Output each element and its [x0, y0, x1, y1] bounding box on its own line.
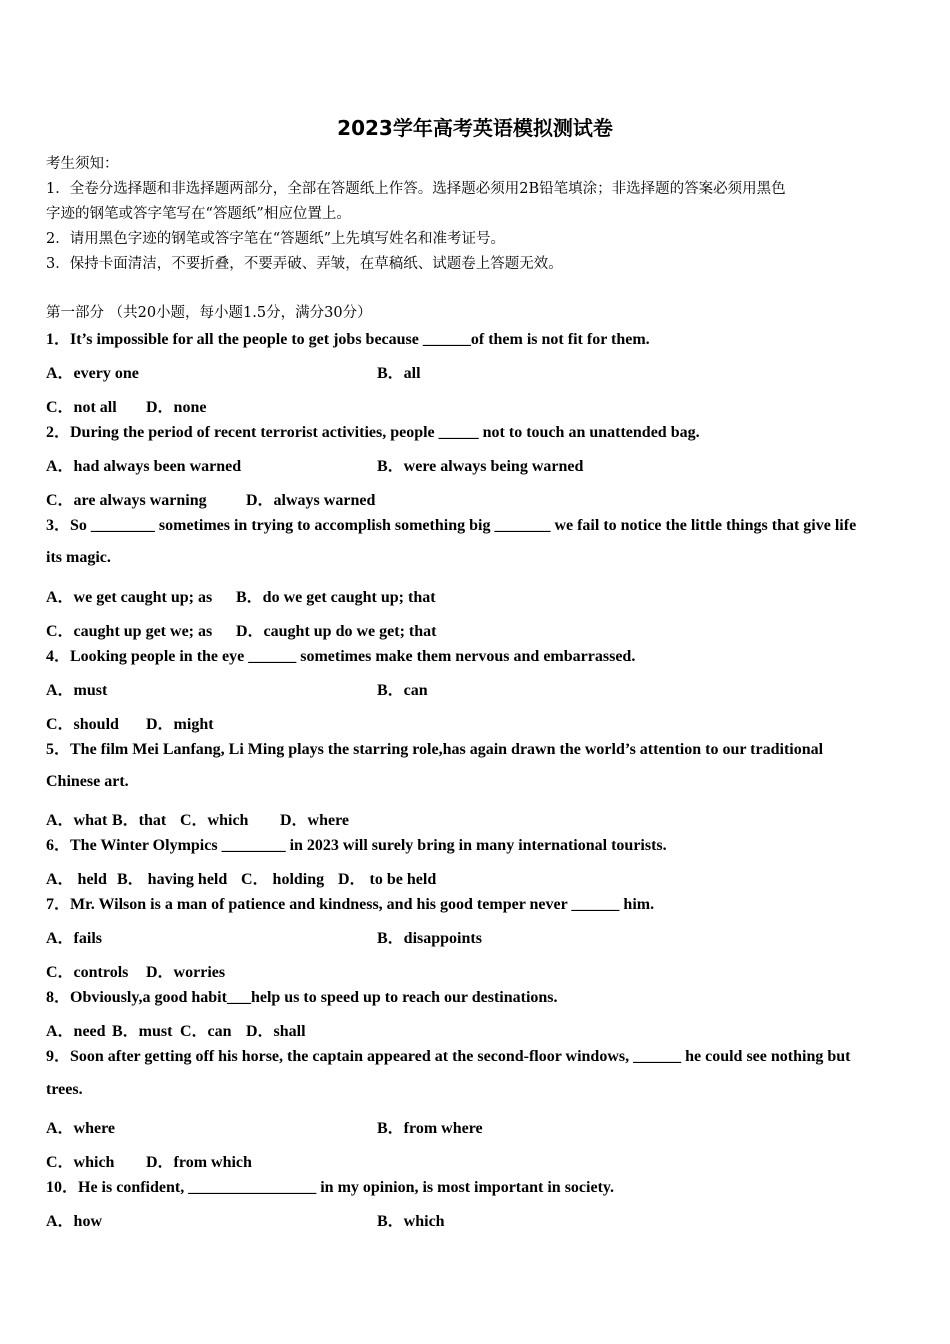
question-stem-continued: Chinese art.	[46, 773, 129, 790]
option-a: A．fails	[46, 930, 103, 947]
question-stem: 10．He is confident, ________________ in my opinion, is most important in society.	[46, 1179, 615, 1196]
question-stem: 9．Soon after getting off his horse, the captain appeared at the second-floor windows, ______ he could see nothing but	[46, 1048, 851, 1065]
option-d: D． to be held	[338, 871, 437, 888]
option-d: D．might	[146, 716, 214, 733]
question-stem-continued: its magic.	[46, 549, 111, 566]
option-d: D．always warned	[246, 492, 376, 509]
option-c: C．not all	[46, 399, 117, 416]
option-d: D．where	[280, 812, 350, 829]
section-heading: 第一部分 （共20小题，每小题1.5分，满分30分）	[46, 305, 372, 321]
option-d: D．caught up do we get; that	[236, 623, 437, 640]
option-d: D．worries	[146, 964, 226, 981]
option-a: A．we get caught up; as	[46, 589, 213, 606]
option-d: D．from which	[146, 1154, 252, 1171]
option-a: A．need	[46, 1023, 106, 1040]
option-b: B．from where	[377, 1120, 483, 1137]
option-b: B．do we get caught up; that	[236, 589, 436, 606]
option-d: D．shall	[246, 1023, 306, 1040]
option-a: A． held	[46, 871, 107, 888]
page-title: 2023学年高考英语模拟测试卷	[337, 116, 613, 140]
question-stem-continued: trees.	[46, 1081, 83, 1098]
question-stem: 3．So ________ sometimes in trying to accomplish something big _______ we fail to notice the little things that give life	[46, 517, 857, 534]
question-stem: 8．Obviously,a good habit___help us to speed up to reach our destinations.	[46, 989, 558, 1006]
option-b: B．that	[112, 812, 167, 829]
option-c: C．can	[180, 1023, 232, 1040]
option-b: B．must	[112, 1023, 173, 1040]
question-stem: 1．It’s impossible for all the people to get jobs because ______of them is not fit for them.	[46, 331, 650, 348]
question-stem: 2．During the period of recent terrorist activities, people _____ not to touch an unattended bag.	[46, 424, 700, 441]
option-d: D．none	[146, 399, 207, 416]
option-b: B．were always being warned	[377, 458, 584, 475]
option-c: C．controls	[46, 964, 129, 981]
option-b: B．which	[377, 1213, 445, 1230]
option-a: A．what	[46, 812, 108, 829]
option-a: A．how	[46, 1213, 103, 1230]
question-stem: 4．Looking people in the eye ______ sometimes make them nervous and embarrassed.	[46, 648, 636, 665]
option-a: A．must	[46, 682, 108, 699]
option-c: C．should	[46, 716, 119, 733]
notice-item: 2．请用黑色字迹的钢笔或答字笔在“答题纸”上先填写姓名和准考证号。	[46, 231, 506, 247]
option-c: C．caught up get we; as	[46, 623, 213, 640]
option-b: B．disappoints	[377, 930, 482, 947]
option-c: C． holding	[241, 871, 325, 888]
option-b: B．all	[377, 365, 421, 382]
notice-item: 字迹的钢笔或答字笔写在“答题纸”相应位置上。	[46, 206, 351, 222]
option-b: B．can	[377, 682, 428, 699]
notice-item: 3．保持卡面清洁，不要折叠，不要弄破、弄皱，在草稿纸、试题卷上答题无效。	[46, 256, 563, 272]
option-c: C．which	[46, 1154, 115, 1171]
option-c: C．which	[180, 812, 249, 829]
question-stem: 5．The film Mei Lanfang, Li Ming plays the starring role,has again drawn the world’s attention to our traditional	[46, 741, 824, 758]
notice-heading: 考生须知：	[46, 156, 119, 172]
question-stem: 7．Mr. Wilson is a man of patience and kindness, and his good temper never ______ him.	[46, 896, 655, 913]
question-stem: 6．The Winter Olympics ________ in 2023 will surely bring in many international tourists.	[46, 837, 667, 854]
notice-item: 1．全卷分选择题和非选择题两部分，全部在答题纸上作答。选择题必须用2B铅笔填涂；非选择题的答案必须用黑色	[46, 181, 786, 197]
option-a: A．every one	[46, 365, 139, 382]
option-a: A．had always been warned	[46, 458, 242, 475]
option-b: B． having held	[117, 871, 228, 888]
option-a: A．where	[46, 1120, 116, 1137]
option-c: C．are always warning	[46, 492, 207, 509]
